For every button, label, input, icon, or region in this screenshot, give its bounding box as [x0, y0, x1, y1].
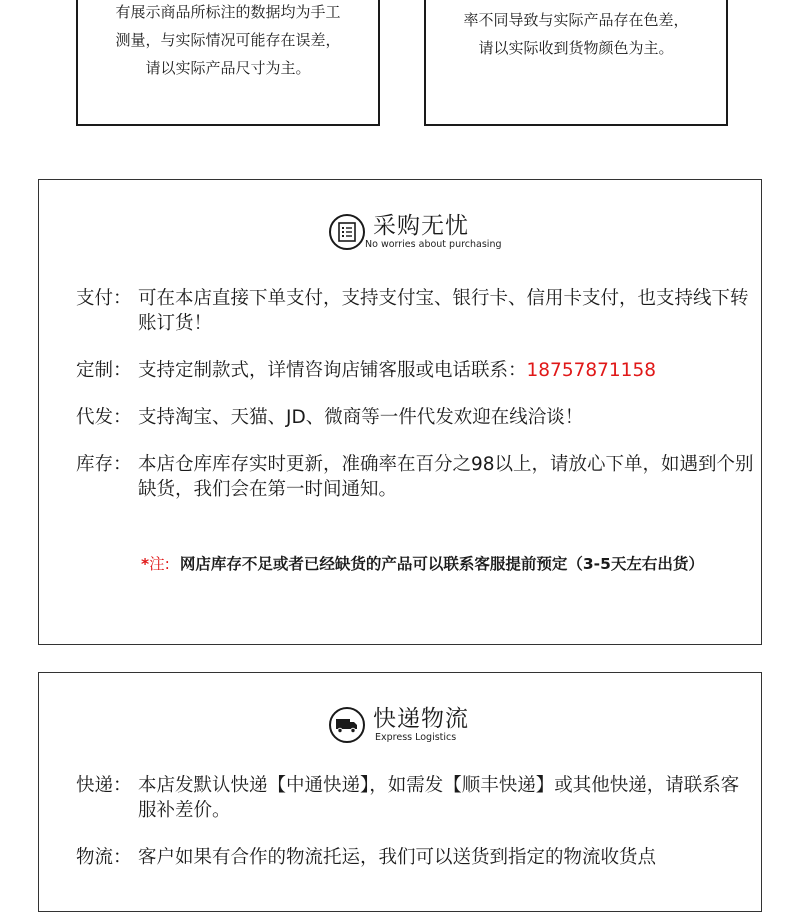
purchase-header [329, 210, 502, 254]
dropship-label: 代发： [76, 407, 132, 428]
payment-text: 可在本店直接下单支付，支持支付宝、银行卡、信用卡支付，也支持线下转账订货！ [138, 288, 749, 334]
payment-row [76, 286, 757, 336]
express-text: 本店发默认快递【中通快递】，如需发【顺丰快递】或其他快递，请联系客服补差价。 [138, 775, 740, 821]
express-label: 快递： [76, 775, 132, 796]
phone-number[interactable]: 18757871158 [526, 360, 656, 381]
freight-row [76, 845, 757, 870]
logistics-subtitle: Express Logistics [375, 732, 457, 743]
note-star: * [141, 555, 150, 573]
delivery-truck-icon [329, 707, 365, 743]
stock-row [76, 452, 757, 502]
custom-label: 定制： [76, 360, 132, 381]
express-row [76, 773, 757, 823]
purchase-title: 采购无忧 [373, 213, 469, 239]
dropship-text: 支持淘宝、天猫、JD、微商等一件代发欢迎在线洽谈！ [138, 407, 584, 428]
list-document-icon [329, 214, 365, 250]
purchase-subtitle: No worries about purchasing [365, 239, 502, 250]
stock-text: 本店仓库库存实时更新，准确率在百分之98以上，请放心下单，如遇到个别缺货，我们会在第一时间通知。 [138, 454, 754, 500]
size-notice-box [76, 0, 380, 126]
dropship-row [76, 405, 757, 430]
color-notice-box [424, 0, 728, 126]
logistics-title: 快递物流 [373, 706, 469, 732]
payment-label: 支付： [76, 288, 132, 309]
freight-text: 客户如果有合作的物流托运，我们可以送货到指定的物流收货点 [138, 847, 657, 868]
custom-row [76, 358, 757, 383]
note-label: 注: [149, 555, 170, 573]
logistics-panel [38, 672, 762, 912]
freight-label: 物流： [76, 847, 132, 868]
logistics-header [329, 703, 469, 747]
purchase-panel [38, 179, 762, 645]
size-notice-line: 测量，与实际情况可能存在误差， [115, 31, 341, 49]
stock-note [141, 552, 704, 574]
note-text: 网店库存不足或者已经缺货的产品可以联系客服提前预定（3-5天左右出货） [179, 555, 704, 573]
size-notice-line: 请以实际产品尺寸为主。 [145, 59, 311, 77]
size-notice-line: 有展示商品所标注的数据均为手工 [115, 3, 341, 21]
stock-label: 库存： [76, 454, 132, 475]
custom-text: 支持定制款式，详情咨询店铺客服或电话联系： [138, 360, 527, 381]
color-notice-line: 率不同导致与实际产品存在色差， [463, 11, 689, 29]
color-notice-line: 请以实际收到货物颜色为主。 [478, 39, 674, 57]
